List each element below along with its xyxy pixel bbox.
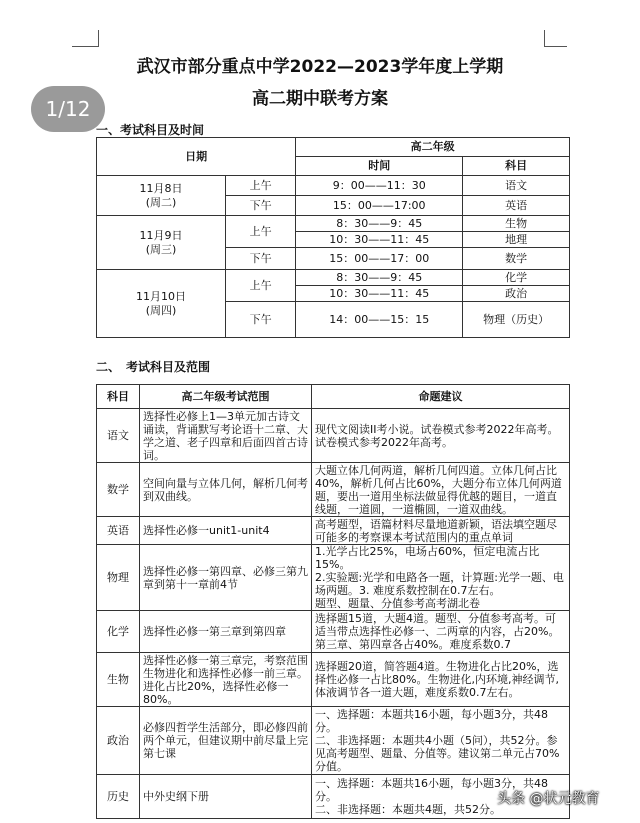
crop-mark-left [72, 30, 99, 47]
table-row [97, 517, 570, 545]
header-subject: 科目 [97, 385, 140, 409]
crop-mark-right [544, 30, 567, 47]
page-indicator[interactable]: 1/12 [31, 86, 105, 132]
time-cell: 15：00——17:00 [296, 196, 463, 216]
period-cell: 上午 [226, 176, 296, 196]
subject-cell: 生物 [97, 653, 140, 707]
subject-cell: 历史 [97, 775, 140, 819]
subject-cell: 物理（历史） [463, 302, 570, 338]
time-cell: 9：00——11：30 [296, 176, 463, 196]
section-heading-scope: 二、 考试科目及范围 [96, 360, 211, 374]
suggestion-cell: 1.光学占比25%，电场占60%，恒定电流占比15%。 2.实验题:光学和电路各一题，计算题:光学一题、电场两题。3. 难度系数控制在0.7左右。 题型、题量、分值参考高考湖北卷 [312, 545, 570, 611]
scope-cell: 选择性必修一第四章、必修三第九章到第十一章前4节 [140, 545, 312, 611]
period-cell: 下午 [226, 196, 296, 216]
period-cell: 上午 [226, 270, 296, 302]
scope-cell: 必修四哲学生活部分，即必修四前两个单元，但建议期中前尽量上完第七课 [140, 707, 312, 775]
subject-cell: 语文 [97, 409, 140, 463]
date-text: 11月9日 [139, 228, 183, 242]
suggestion-cell: 现代文阅读II考小说。试卷模式参考2022年高考。 试卷模式参考2022年高考。 [312, 409, 570, 463]
table-row [97, 545, 570, 611]
suggestion-cell: 一、选择题：本题共16小题，每小题3分，共48分。 二、非选择题：本题共4小题（5问），共52分。参见高考题型、题量、分值等。建议第二单元占70%分值。 [312, 707, 570, 775]
time-cell: 8：30——9：45 [296, 216, 463, 232]
subject-cell: 生物 [463, 216, 570, 232]
date-text: 11月8日 [139, 181, 183, 195]
header-date: 日期 [97, 138, 296, 176]
subject-cell: 英语 [97, 517, 140, 545]
date-cell [97, 270, 226, 338]
date-cell [97, 176, 226, 216]
subject-cell: 政治 [463, 286, 570, 302]
weekday-text: (周三) [145, 242, 177, 256]
suggestion-cell: 选择题20道，简答题4道。生物进化占比20%，选择性必修一占比80%。生物进化,内环境,神经调节,体液调节各一道大题，难度系数0.7左右。 [312, 653, 570, 707]
scope-cell: 选择性必修一第三章完，考察范围生物进化和选择性必修一前三章。进化占比20%，选择性必修一80%。 [140, 653, 312, 707]
time-cell: 8：30——9：45 [296, 270, 463, 286]
subject-cell: 数学 [97, 463, 140, 517]
suggestion-cell: 选择题15道，大题4道。题型、分值参考高考。可适当带点选择性必修一、二两章的内容，占20%。第三章、第四章各占40%。难度系数0.7 [312, 611, 570, 653]
subject-cell: 政治 [97, 707, 140, 775]
table-row [97, 463, 570, 517]
subject-cell: 物理 [97, 545, 140, 611]
table-row [97, 707, 570, 775]
exam-scope-table [96, 384, 570, 819]
header-scope: 高二年级考试范围 [140, 385, 312, 409]
subject-cell: 地理 [463, 232, 570, 248]
table-row [97, 409, 570, 463]
scope-cell: 选择性必修一第三章到第四章 [140, 611, 312, 653]
subject-cell: 化学 [463, 270, 570, 286]
weekday-text: (周二) [145, 195, 177, 209]
scope-cell: 空间向量与立体几何，解析几何考到双曲线。 [140, 463, 312, 517]
suggestion-cell: 高考题型，语篇材料尽量地道新颖，语法填空题尽可能多的考察课本考试范围内的重点单词 [312, 517, 570, 545]
header-suggestion: 命题建议 [312, 385, 570, 409]
period-cell: 下午 [226, 302, 296, 338]
suggestion-cell: 一、选择题：本题共16小题，每小题3分，共48分。 二、非选择题：本题共4题，共52分。 [312, 775, 570, 819]
subject-cell: 化学 [97, 611, 140, 653]
table-row [97, 653, 570, 707]
section-heading-schedule: 一、考试科目及时间 [96, 123, 205, 137]
time-cell: 10：30——11：45 [296, 232, 463, 248]
document-title: 武汉市部分重点中学2022—2023学年度上学期 [136, 57, 504, 77]
scope-cell: 选择性必修一unit1-unit4 [140, 517, 312, 545]
header-grade: 高二年级 [296, 138, 570, 157]
table-row [97, 611, 570, 653]
subject-cell: 数学 [463, 248, 570, 270]
scope-cell: 选择性必修上1—3单元加古诗文诵读，背诵默写考论语十二章、大学之道、老子四章和后面四首古诗词。 [140, 409, 312, 463]
date-text: 11月10日 [136, 289, 186, 303]
subject-cell: 英语 [463, 196, 570, 216]
scope-cell: 中外史纲下册 [140, 775, 312, 819]
time-cell: 14：00——15：15 [296, 302, 463, 338]
weekday-text: (周四) [145, 303, 177, 317]
date-cell [97, 216, 226, 270]
period-cell: 下午 [226, 248, 296, 270]
source-watermark: 头条 @状元教育 [497, 791, 600, 807]
suggestion-cell: 大题立体几何两道，解析几何四道。立体几何占比40%，解析几何占比60%，大题分布立体几何两道题，要出一道用坐标法做显得优越的题目，一道直线题，一道圆，一道椭圆，一道双曲线。 [312, 463, 570, 517]
subject-cell: 语文 [463, 176, 570, 196]
document-subtitle: 高二期中联考方案 [252, 89, 388, 109]
exam-schedule-table [96, 137, 570, 338]
period-cell: 上午 [226, 216, 296, 248]
header-time: 时间 [296, 157, 463, 176]
time-cell: 15：00——17：00 [296, 248, 463, 270]
header-subject: 科目 [463, 157, 570, 176]
time-cell: 10：30——11：45 [296, 286, 463, 302]
